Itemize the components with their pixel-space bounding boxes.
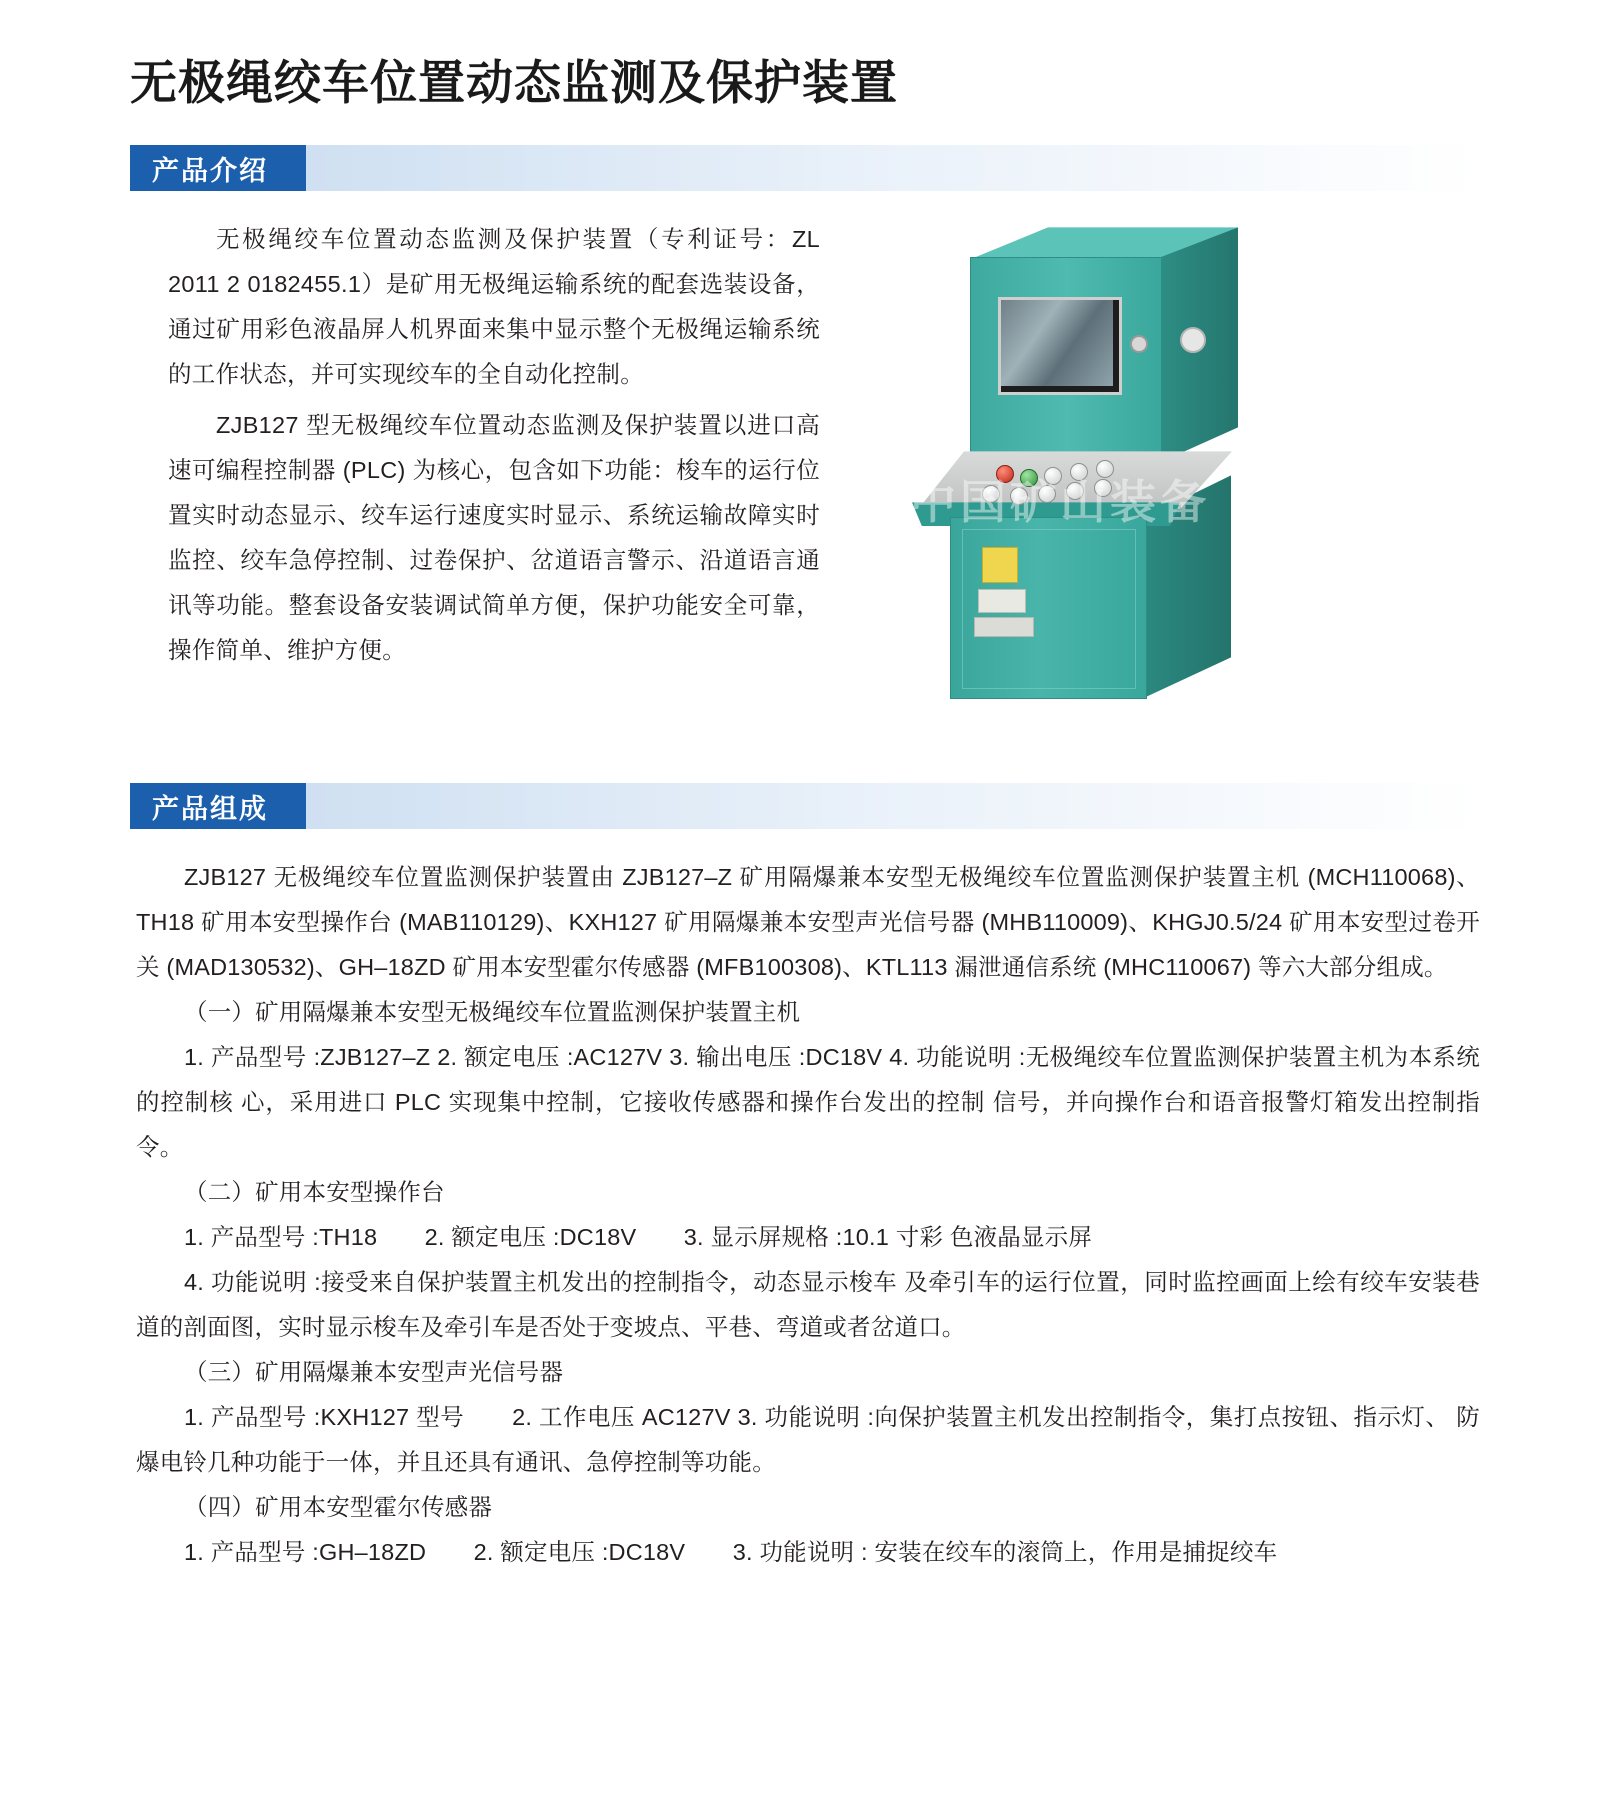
intro-paragraph-2: ZJB127 型无极绳绞车位置动态监测及保护装置以进口高速可编程控制器 (PLC) 为核心，包含如下功能：梭车的运行位置实时动态显示、绞车运行速度实时显示、系统运输故障实时监控、绞车急停控制、过卷保护、岔道语言警示、沿道语言通讯等功能。整套设备安装调试简单方便，保护功能安全可靠，操作简单、维护方便。 xyxy=(168,412,820,664)
section-heading-label: 产品介绍 xyxy=(130,145,306,191)
section-header-gradient-2 xyxy=(306,783,1480,829)
composition-paragraph-4: （二）矿用本安型操作台 xyxy=(184,1179,445,1206)
section-header-product-intro xyxy=(130,145,1480,191)
product-intro-text xyxy=(130,217,820,687)
section-header-product-composition xyxy=(130,783,1480,829)
product-photo xyxy=(830,217,1480,687)
composition-paragraph-3: 1. 产品型号 :ZJB127–Z 2. 额定电压 :AC127V 3. 输出电压 :DC18V 4. 功能说明 :无极绳绞车位置监测保护装置主机为本系统的控制核 心，采用进口 PLC 实现集中控制，它接收传感器和操作台发出的控制 信号，并向操作台和语音报警灯箱发出控制指令。 xyxy=(136,1044,1480,1161)
console-desk-top xyxy=(912,451,1232,509)
composition-paragraph-10: 1. 产品型号 :GH–18ZD 2. 额定电压 :DC18V 3. 功能说明 : 安装在绞车的滚筒上，作用是捕捉绞车 xyxy=(184,1539,1278,1566)
section-heading-label-2: 产品组成 xyxy=(130,783,306,829)
composition-paragraph-2: （一）矿用隔爆兼本安型无极绳绞车位置监测保护装置主机 xyxy=(184,999,801,1026)
composition-paragraph-1: ZJB127 无极绳绞车位置监测保护装置由 ZJB127–Z 矿用隔爆兼本安型无极绳绞车位置监测保护装置主机 (MCH110068)、TH18 矿用本安型操作台 (MAB110129)、KXH127 矿用隔爆兼本安型声光信号器 (MHB110009)、KHGJ0.5/24 矿用本安型过卷开关 (MAD130532)、GH–18ZD 矿用本安型霍尔传感器 (MFB100308)、KTL113 漏泄通信系统 (MHC110067) 等六大部分组成。 xyxy=(136,864,1480,981)
product-composition-text xyxy=(130,855,1480,1575)
composition-paragraph-5: 1. 产品型号 :TH18 2. 额定电压 :DC18V 3. 显示屏规格 :10.1 寸彩 色液晶显示屏 xyxy=(184,1224,1093,1251)
nameplate-1 xyxy=(978,589,1026,613)
nameplate-2 xyxy=(974,617,1034,637)
composition-paragraph-6: 4. 功能说明 :接受来自保护装置主机发出的控制指令，动态显示梭车 及牵引车的运行位置，同时监控画面上绘有绞车安装巷道的剖面图，实时显示梭车及牵引车是否处于变坡点、平巷、弯道或者岔道口。 xyxy=(136,1269,1480,1341)
composition-paragraph-7: （三）矿用隔爆兼本安型声光信号器 xyxy=(184,1359,564,1386)
product-intro-block xyxy=(130,217,1480,687)
ma-certification-plate xyxy=(982,547,1018,583)
intro-paragraph-1: 无极绳绞车位置动态监测及保护装置（专利证号：ZL 2011 2 0182455.1）是矿用无极绳运输系统的配套选装设备，通过矿用彩色液晶屏人机界面来集中显示整个无极绳运输系统的工作状态，并可实现绞车的全自动化控制。 xyxy=(168,226,820,388)
page-title: 无极绳绞车位置动态监测及保护装置 xyxy=(130,56,898,109)
section-header-gradient xyxy=(306,145,1480,191)
composition-paragraph-8: 1. 产品型号 :KXH127 型号 2. 工作电压 AC127V 3. 功能说明 :向保护装置主机发出控制指令，集打点按钮、指示灯、 防爆电铃几种功能于一体，并且还具有通讯、急停控制等功能。 xyxy=(136,1404,1480,1476)
image-watermark: 中国矿山装备 xyxy=(910,476,1210,529)
lcd-screen xyxy=(1001,300,1113,386)
composition-paragraph-9: （四）矿用本安型霍尔传感器 xyxy=(184,1494,493,1521)
